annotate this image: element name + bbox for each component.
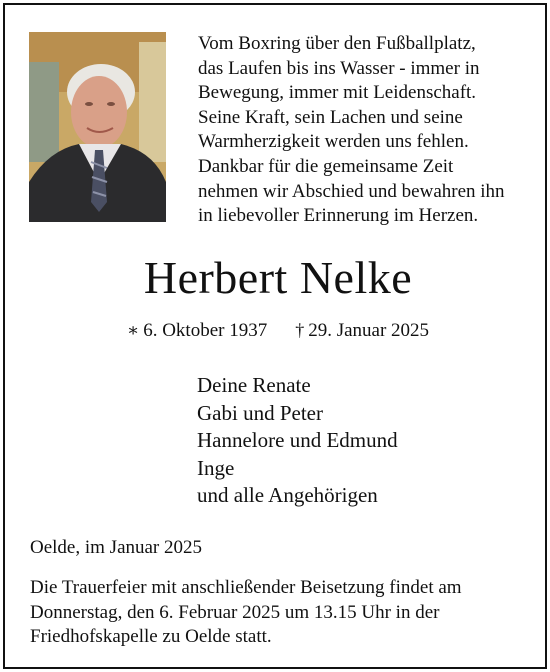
birth-date: 6. Oktober 1937: [143, 320, 268, 341]
service-line: Donnerstag, den 6. Februar 2025 um 13.15 Uhr in der: [30, 601, 440, 623]
place-date: Oelde, im Januar 2025: [30, 537, 203, 558]
funeral-service-notice: [30, 576, 462, 650]
birth-symbol: ∗: [126, 320, 140, 340]
mourner-line: Hannelore und Edmund: [197, 428, 398, 453]
portrait-photo-icon: [29, 32, 166, 222]
poem-line: Vom Boxring über den Fußballplatz,: [198, 33, 476, 54]
poem-line: Dankbar für die gemeinsame Zeit: [198, 155, 454, 177]
death-date: 29. Januar 2025: [308, 320, 430, 341]
poem-line: Warmherzigkeit werden uns fehlen.: [198, 131, 469, 153]
life-dates: [5, 319, 550, 342]
mourner-line: und alle Angehörigen: [197, 483, 378, 508]
poem-line: Seine Kraft, sein Lachen und seine: [198, 106, 463, 128]
family-mourners: [197, 372, 398, 510]
memorial-poem: [198, 32, 538, 229]
death-symbol: †: [295, 320, 305, 340]
mourner-line: Gabi und Peter: [197, 400, 323, 425]
poem-line: Bewegung, immer mit Leidenschaft.: [198, 82, 477, 104]
poem-line: nehmen wir Abschied und bewahren ihn: [198, 180, 505, 202]
obituary-frame: [3, 3, 547, 669]
poem-line: in liebevoller Erinnerung im Herzen.: [198, 205, 479, 227]
mourner-line: Deine Renate: [197, 373, 311, 397]
portrait-photo: [29, 32, 166, 222]
deceased-name: Herbert Nelke: [143, 252, 413, 303]
service-line: Die Trauerfeier mit anschließender Beisetzung findet am: [30, 577, 462, 598]
mourner-line: Inge: [197, 455, 235, 480]
service-line: Friedhofskapelle zu Oelde statt.: [30, 626, 272, 647]
poem-line: das Laufen bis ins Wasser - immer in: [198, 57, 480, 79]
